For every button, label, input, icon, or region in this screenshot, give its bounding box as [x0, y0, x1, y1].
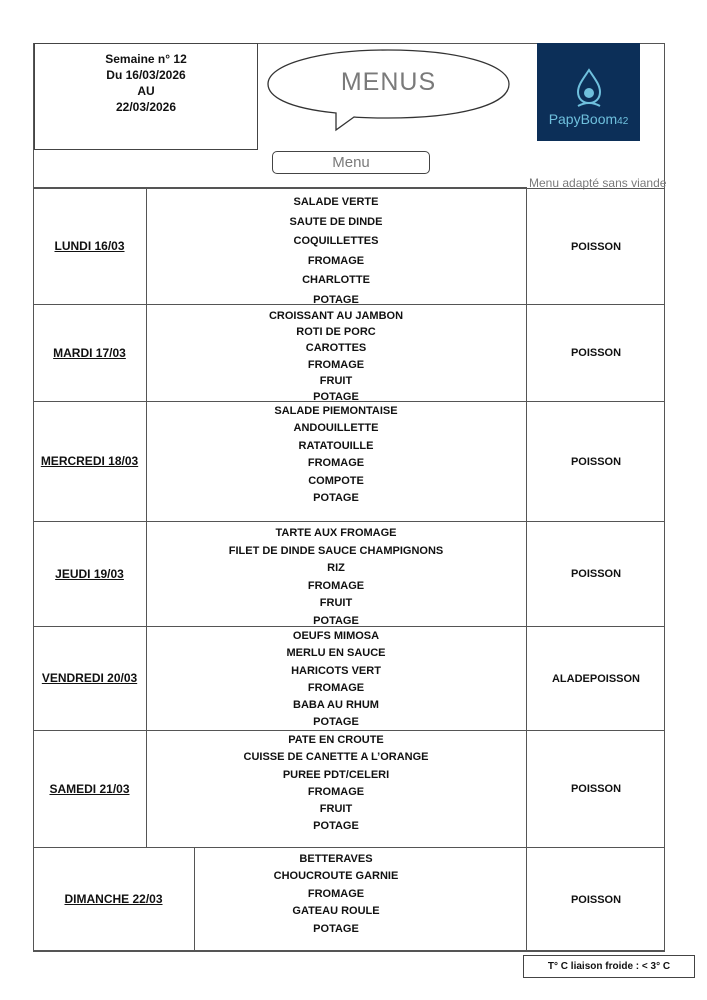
- menu-row: [33, 730, 665, 847]
- dish-item: FROMAGE: [307, 681, 365, 694]
- dish-list: [146, 305, 527, 404]
- menu-row: [33, 304, 665, 404]
- dish-list: [146, 627, 527, 730]
- table-bottom-border: [33, 950, 665, 951]
- dish-item: PUREE PDT/CELERI: [282, 768, 390, 781]
- week-end-date: 22/03/2026: [115, 100, 177, 114]
- dish-item: SALADE VERTE: [293, 196, 379, 208]
- dish-item: FROMAGE: [307, 254, 365, 267]
- dish-item: RIZ: [327, 562, 345, 574]
- week-start-date: Du 16/03/2026: [106, 68, 186, 82]
- dish-item: FRUIT: [319, 803, 353, 816]
- meatless-alternative: ALADEPOISSON: [551, 672, 640, 685]
- meatless-alternative: POISSON: [570, 240, 622, 253]
- dish-item: MERLU EN SAUCE: [286, 647, 386, 660]
- menu-row: [33, 847, 665, 951]
- dish-item: ANDOUILLETTE: [293, 422, 379, 435]
- dish-item: FROMAGE: [307, 887, 365, 900]
- logo-text: PapyBoom42: [548, 111, 629, 127]
- dish-item: POTAGE: [313, 293, 359, 306]
- dish-item: FROMAGE: [307, 579, 365, 592]
- dish-item: FRUIT: [319, 597, 353, 609]
- week-number: Semaine n° 12: [105, 52, 187, 66]
- dish-item: POTAGE: [313, 492, 359, 505]
- menu-table: [33, 188, 665, 951]
- day-label: DIMANCHE 22/03: [33, 848, 195, 951]
- day-label: MERCREDI 18/03: [33, 402, 147, 521]
- dish-item: CROISSANT AU JAMBON: [268, 310, 404, 322]
- meatless-alternative: POISSON: [570, 893, 622, 906]
- dish-item: SAUTE DE DINDE: [289, 215, 383, 228]
- page-title: MENUS: [340, 68, 437, 96]
- meatless-alternative: POISSON: [570, 568, 622, 580]
- week-to-label: AU: [137, 84, 155, 98]
- menu-tab: Menu: [272, 151, 430, 174]
- dish-item: SALADE PIEMONTAISE: [274, 405, 398, 417]
- dish-list: [146, 522, 527, 626]
- day-label: VENDREDI 20/03: [33, 627, 147, 730]
- menu-row: [33, 188, 665, 304]
- dish-item: BABA AU RHUM: [293, 699, 379, 712]
- meatless-alternative: POISSON: [570, 455, 622, 468]
- dish-item: CHOUCROUTE GARNIE: [273, 870, 399, 883]
- storage-temperature-note: T° C liaison froide : < 3° C: [523, 955, 695, 978]
- day-label: LUNDI 16/03: [33, 189, 147, 304]
- dish-item: COQUILLETTES: [293, 235, 379, 247]
- menu-row: [33, 521, 665, 626]
- dish-item: GATEAU ROULE: [292, 905, 380, 918]
- day-label: SAMEDI 21/03: [33, 731, 147, 847]
- papyboom-logo: [537, 43, 640, 141]
- alt-menu-header: Menu adapté sans viande: [529, 176, 667, 190]
- dish-item: FROMAGE: [307, 358, 365, 371]
- dish-item: ROTI DE PORC: [296, 326, 376, 339]
- dish-item: POTAGE: [313, 922, 359, 935]
- day-label: JEUDI 19/03: [33, 522, 147, 626]
- day-label: MARDI 17/03: [33, 305, 147, 401]
- meatless-alternative: POISSON: [570, 347, 622, 359]
- dish-item: FRUIT: [319, 374, 353, 387]
- dish-item: POTAGE: [313, 820, 359, 833]
- dish-item: OEUFS MIMOSA: [292, 630, 380, 642]
- dish-item: TARTE AUX FROMAGE: [275, 527, 397, 539]
- dish-item: POTAGE: [313, 614, 359, 627]
- meatless-alternative: POISSON: [570, 783, 622, 795]
- menu-row: [33, 626, 665, 730]
- water-drop-icon: [572, 67, 606, 109]
- dish-item: FILET DE DINDE SAUCE CHAMPIGNONS: [228, 544, 444, 557]
- menu-row: [33, 401, 665, 521]
- dish-item: FROMAGE: [307, 785, 365, 798]
- dish-list: [146, 189, 527, 304]
- dish-item: PATE EN CROUTE: [288, 734, 384, 746]
- week-info-box: [34, 43, 258, 150]
- dish-item: RATATOUILLE: [298, 439, 374, 452]
- dish-item: CHARLOTTE: [302, 274, 370, 286]
- dish-list: [146, 731, 527, 847]
- dish-item: HARICOTS VERT: [291, 664, 381, 677]
- dish-item: FROMAGE: [307, 457, 365, 470]
- dish-item: COMPOTE: [308, 474, 364, 487]
- dish-item: CAROTTES: [305, 342, 367, 355]
- dish-item: POTAGE: [313, 716, 359, 729]
- dish-list: [146, 402, 527, 521]
- dish-item: POTAGE: [313, 391, 359, 404]
- dish-item: BETTERAVES: [299, 853, 373, 865]
- dish-list: [146, 848, 527, 951]
- dish-item: CUISSE DE CANETTE A L’ORANGE: [243, 751, 429, 764]
